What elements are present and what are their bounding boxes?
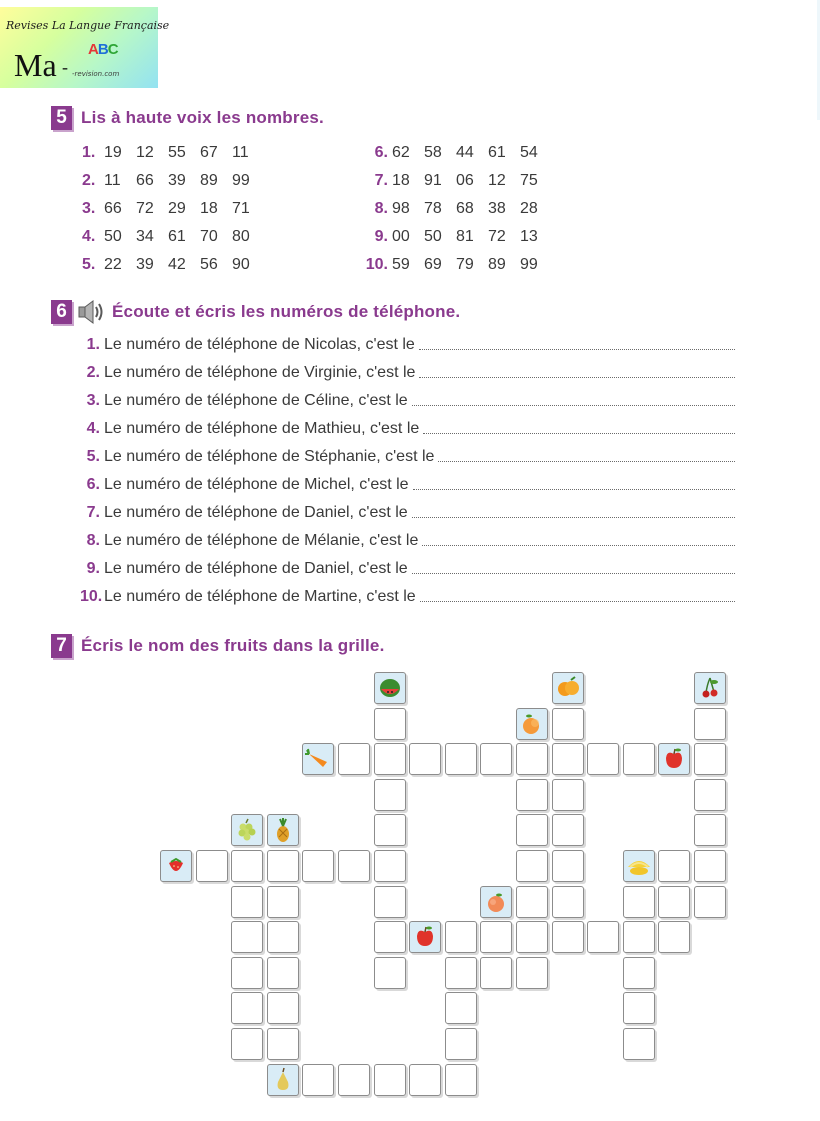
crossword-cell[interactable]: [231, 921, 263, 953]
number-value: 62: [392, 144, 410, 161]
crossword-cell[interactable]: [267, 921, 299, 953]
number-value: 12: [136, 144, 154, 161]
number-value: 78: [424, 200, 442, 217]
exercise-title: Écris le nom des fruits dans la grille.: [81, 636, 385, 655]
number-row: [82, 172, 262, 190]
crossword-cell[interactable]: [623, 1028, 655, 1060]
number-value: 18: [200, 200, 218, 217]
sentence-text: Le numéro de téléphone de Michel, c'est le: [104, 476, 409, 493]
crossword-cell[interactable]: [231, 886, 263, 918]
row-index: 2.: [82, 172, 96, 189]
crossword-cell[interactable]: [623, 957, 655, 989]
number-value: 72: [488, 228, 506, 245]
number-row: [364, 172, 550, 190]
row-index: 1.: [86, 336, 100, 353]
row-index: 3.: [86, 392, 100, 409]
number-value: 54: [520, 144, 538, 161]
crossword-cell[interactable]: [480, 957, 512, 989]
phone-sentence-row: [80, 476, 735, 494]
answer-blank[interactable]: [422, 544, 735, 546]
crossword-cell[interactable]: [694, 850, 726, 882]
crossword-cell[interactable]: [552, 886, 584, 918]
number-value: 58: [424, 144, 442, 161]
row-index: 9.: [86, 560, 100, 577]
row-index: 6.: [86, 476, 100, 493]
number-value: 39: [168, 172, 186, 189]
row-index: 7.: [86, 504, 100, 521]
crossword-cell[interactable]: [374, 921, 406, 953]
crossword-cell[interactable]: [480, 921, 512, 953]
apple-icon: [409, 921, 441, 953]
crossword-cell[interactable]: [267, 957, 299, 989]
number-value: 18: [392, 172, 410, 189]
number-value: 75: [520, 172, 538, 189]
answer-blank[interactable]: [419, 348, 735, 350]
number-value: 69: [424, 256, 442, 273]
answer-blank[interactable]: [413, 488, 735, 490]
exercise-number: 6: [51, 300, 72, 324]
crossword-cell[interactable]: [374, 886, 406, 918]
number-value: 70: [200, 228, 218, 245]
crossword-cell[interactable]: [445, 1064, 477, 1096]
number-value: 80: [232, 228, 250, 245]
logo-tagline: Revises La Langue Française: [6, 19, 170, 32]
number-value: 91: [424, 172, 442, 189]
crossword-cell[interactable]: [516, 957, 548, 989]
crossword-cell[interactable]: [694, 779, 726, 811]
row-index: 10.: [80, 588, 103, 605]
answer-blank[interactable]: [423, 432, 735, 434]
sentence-text: Le numéro de téléphone de Martine, c'est le: [104, 588, 416, 605]
number-value: 34: [136, 228, 154, 245]
number-value: 99: [232, 172, 250, 189]
crossword-cell[interactable]: [445, 992, 477, 1024]
crossword-cell[interactable]: [445, 1028, 477, 1060]
crossword-cell[interactable]: [267, 1028, 299, 1060]
sentence-text: Le numéro de téléphone de Stéphanie, c'est le: [104, 448, 435, 465]
number-value: 55: [168, 144, 186, 161]
row-index: 5.: [86, 448, 100, 465]
row-index: 10.: [365, 256, 388, 273]
number-value: 22: [104, 256, 122, 273]
crossword-cell[interactable]: [374, 1064, 406, 1096]
number-value: 90: [232, 256, 250, 273]
row-index: 2.: [86, 364, 100, 381]
crossword-cell[interactable]: [374, 779, 406, 811]
number-value: 06: [456, 172, 474, 189]
number-value: 19: [104, 144, 122, 161]
crossword-cell[interactable]: [623, 886, 655, 918]
crossword-cell[interactable]: [374, 743, 406, 775]
crossword-cell[interactable]: [409, 743, 441, 775]
crossword-cell[interactable]: [231, 957, 263, 989]
crossword-cell[interactable]: [552, 850, 584, 882]
number-value: 29: [168, 200, 186, 217]
row-index: 1.: [82, 144, 96, 161]
number-value: 79: [456, 256, 474, 273]
crossword-cell[interactable]: [516, 850, 548, 882]
number-value: 81: [456, 228, 474, 245]
crossword-cell[interactable]: [516, 886, 548, 918]
number-value: 71: [232, 200, 250, 217]
phone-sentence-row: [80, 532, 735, 550]
number-value: 68: [456, 200, 474, 217]
crossword-cell[interactable]: [480, 743, 512, 775]
crossword-cell[interactable]: [374, 850, 406, 882]
exercise-7-heading: [51, 634, 385, 658]
phone-sentence-row: [80, 588, 735, 606]
number-value: 59: [392, 256, 410, 273]
crossword-cell[interactable]: [338, 850, 370, 882]
crossword-cell[interactable]: [302, 850, 334, 882]
crossword-cell[interactable]: [374, 814, 406, 846]
crossword-cell[interactable]: [445, 921, 477, 953]
sentence-text: Le numéro de téléphone de Daniel, c'est le: [104, 504, 408, 521]
crossword-cell[interactable]: [658, 886, 690, 918]
row-index: 9.: [374, 228, 388, 245]
exercise-title: Lis à haute voix les nombres.: [81, 108, 324, 127]
crossword-cell[interactable]: [552, 921, 584, 953]
number-value: 11: [104, 172, 121, 189]
phone-sentence-row: [80, 392, 735, 410]
apricot-icon: [516, 708, 548, 740]
pear-icon: [267, 1064, 299, 1096]
number-row: [82, 144, 262, 162]
sentence-text: Le numéro de téléphone de Céline, c'est le: [104, 392, 408, 409]
number-value: 11: [232, 144, 249, 161]
crossword-cell[interactable]: [552, 814, 584, 846]
number-value: 00: [392, 228, 410, 245]
crossword-cell[interactable]: [231, 992, 263, 1024]
number-value: 44: [456, 144, 474, 161]
answer-blank[interactable]: [412, 404, 735, 406]
melon-icon: [623, 850, 655, 882]
number-value: 38: [488, 200, 506, 217]
crossword-cell[interactable]: [231, 1028, 263, 1060]
row-index: 4.: [82, 228, 96, 245]
exercise-number: 7: [51, 634, 72, 658]
crossword-cell[interactable]: [694, 886, 726, 918]
row-index: 4.: [86, 420, 100, 437]
number-row: [364, 144, 550, 162]
exercise-5-heading: [51, 106, 324, 130]
row-index: 5.: [82, 256, 96, 273]
crossword-cell[interactable]: [267, 850, 299, 882]
number-value: 61: [168, 228, 186, 245]
crossword-cell[interactable]: [409, 1064, 441, 1096]
number-value: 99: [520, 256, 538, 273]
logo-brand: Ma: [14, 47, 57, 83]
answer-blank[interactable]: [419, 376, 735, 378]
sentence-text: Le numéro de téléphone de Mélanie, c'est le: [104, 532, 419, 549]
logo-abc: ABC: [88, 41, 118, 58]
logo-site: -revision.com: [72, 70, 120, 78]
speaker-icon[interactable]: [76, 298, 108, 326]
sentence-text: Le numéro de téléphone de Nicolas, c'est le: [104, 336, 415, 353]
phone-sentence-row: [80, 420, 735, 438]
number-value: 12: [488, 172, 506, 189]
answer-blank[interactable]: [438, 460, 735, 462]
sentence-text: Le numéro de téléphone de Virginie, c'est le: [104, 364, 416, 381]
number-value: 72: [136, 200, 154, 217]
crossword-cell[interactable]: [196, 850, 228, 882]
number-row: [364, 228, 550, 246]
crossword-cell[interactable]: [445, 957, 477, 989]
number-row: [82, 256, 262, 274]
number-row: [364, 200, 550, 218]
number-value: 56: [200, 256, 218, 273]
crossword-cell[interactable]: [552, 743, 584, 775]
peach-icon: [480, 886, 512, 918]
row-index: 6.: [374, 144, 388, 161]
number-value: 66: [104, 200, 122, 217]
number-value: 89: [200, 172, 218, 189]
exercise-title: Écoute et écris les numéros de téléphone.: [112, 302, 461, 321]
number-value: 13: [520, 228, 538, 245]
phone-sentence-row: [80, 504, 735, 522]
crossword-cell[interactable]: [552, 708, 584, 740]
crossword-cell[interactable]: [374, 708, 406, 740]
strawberry-icon: [160, 850, 192, 882]
orange-icon: [552, 672, 584, 704]
crossword-cell[interactable]: [694, 743, 726, 775]
crossword-cell[interactable]: [623, 743, 655, 775]
row-index: 3.: [82, 200, 96, 217]
crossword-cell[interactable]: [552, 779, 584, 811]
crossword-cell[interactable]: [338, 743, 370, 775]
phone-sentence-row: [80, 560, 735, 578]
exercise-number: 5: [51, 106, 72, 130]
row-index: 8.: [374, 200, 388, 217]
apple-icon: [658, 743, 690, 775]
number-value: 98: [392, 200, 410, 217]
crossword-cell[interactable]: [516, 743, 548, 775]
number-value: 28: [520, 200, 538, 217]
exercise-6-heading: [51, 298, 460, 326]
answer-blank[interactable]: [420, 600, 735, 602]
number-value: 66: [136, 172, 154, 189]
crossword-cell[interactable]: [302, 1064, 334, 1096]
crossword-cell[interactable]: [694, 708, 726, 740]
number-value: 50: [104, 228, 122, 245]
crossword-cell[interactable]: [587, 743, 619, 775]
crossword-cell[interactable]: [231, 850, 263, 882]
number-value: 67: [200, 144, 218, 161]
answer-blank[interactable]: [412, 516, 735, 518]
site-logo: Revises La Langue Française Ma - ABC -revision.com: [0, 7, 158, 88]
carrot-icon: [302, 743, 334, 775]
crossword-cell[interactable]: [587, 921, 619, 953]
crossword-cell[interactable]: [267, 886, 299, 918]
phone-sentence-row: [80, 448, 735, 466]
number-value: 39: [136, 256, 154, 273]
crossword-cell[interactable]: [694, 814, 726, 846]
number-row: [82, 200, 262, 218]
phone-sentence-row: [80, 364, 735, 382]
watermelon-icon: [374, 672, 406, 704]
answer-blank[interactable]: [412, 572, 735, 574]
cherry-icon: [694, 672, 726, 704]
crossword-cell[interactable]: [623, 921, 655, 953]
pineapple-icon: [267, 814, 299, 846]
phone-sentence-row: [80, 336, 735, 354]
crossword-cell[interactable]: [267, 992, 299, 1024]
crossword-cell[interactable]: [623, 992, 655, 1024]
crossword-cell[interactable]: [658, 921, 690, 953]
number-row: [364, 256, 550, 274]
grapes-icon: [231, 814, 263, 846]
crossword-cell[interactable]: [338, 1064, 370, 1096]
crossword-cell[interactable]: [516, 779, 548, 811]
row-index: 7.: [374, 172, 388, 189]
crossword-cell[interactable]: [374, 957, 406, 989]
crossword-cell[interactable]: [516, 921, 548, 953]
sentence-text: Le numéro de téléphone de Daniel, c'est le: [104, 560, 408, 577]
crossword-cell[interactable]: [445, 743, 477, 775]
number-value: 89: [488, 256, 506, 273]
number-row: [82, 228, 262, 246]
number-value: 50: [424, 228, 442, 245]
crossword-cell[interactable]: [658, 850, 690, 882]
crossword-cell[interactable]: [516, 814, 548, 846]
row-index: 8.: [86, 532, 100, 549]
number-value: 42: [168, 256, 186, 273]
sentence-text: Le numéro de téléphone de Mathieu, c'est le: [104, 420, 420, 437]
number-value: 61: [488, 144, 506, 161]
